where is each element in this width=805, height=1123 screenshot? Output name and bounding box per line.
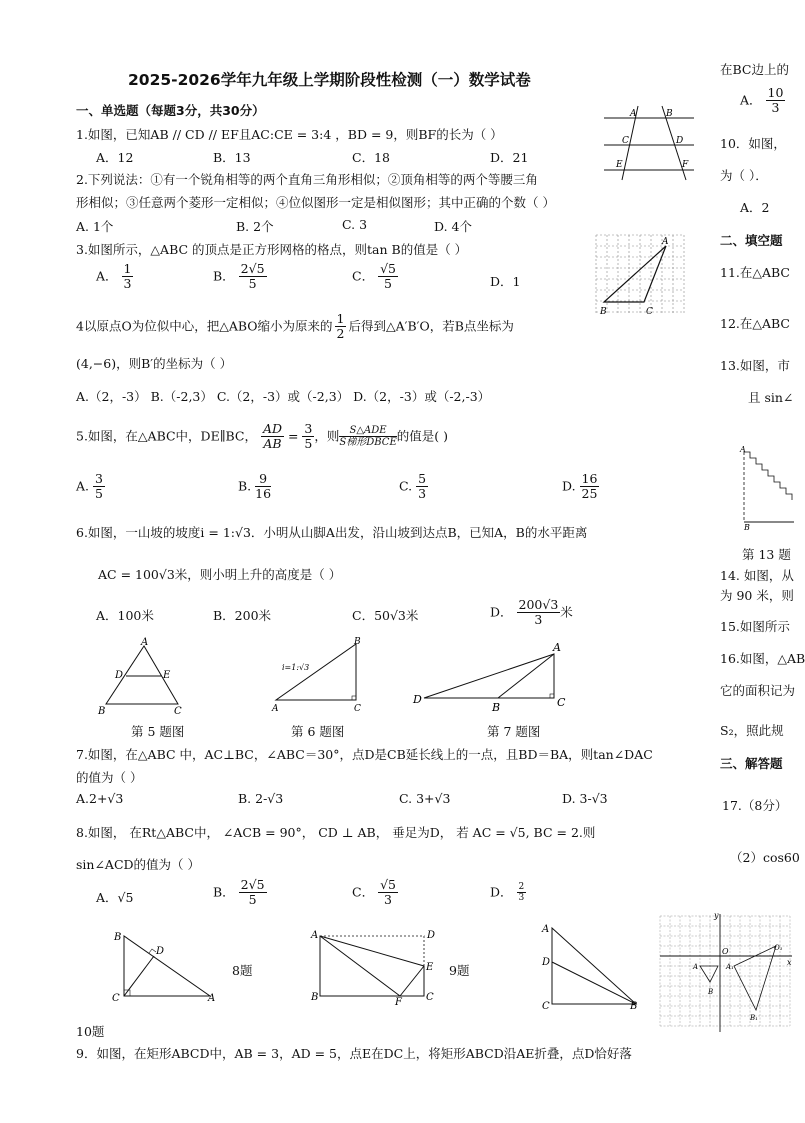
q5-a-den: 5 <box>95 486 103 502</box>
fig5-label-d: D <box>115 670 124 681</box>
right-r2-den: 3 <box>771 100 780 116</box>
q8-c-num: √5 <box>380 877 396 892</box>
q5-b-den: 16 <box>255 486 272 502</box>
fig10-label-a: A <box>542 924 550 935</box>
q4-options[interactable]: A.（2，-3） B.（-2,3） C.（2，-3）或（-2,3） D.（2，-3）或（-2,-3） <box>76 389 491 404</box>
q5-f1-num: AD <box>262 421 282 436</box>
fig7-label-a: A <box>553 641 561 654</box>
q4-text-b: 后得到△A′B′O，若B点坐标为 <box>348 318 514 334</box>
fig8-label-b: B <box>114 932 122 943</box>
q5-text-a: 5.如图，在△ABC中，DE∥BC， <box>76 428 257 444</box>
q1-option-b[interactable]: B．13 <box>213 150 251 165</box>
q5-c-den: 3 <box>418 486 427 502</box>
caption-q8-figure: 8题 <box>232 963 253 978</box>
fig9-label-a: A <box>311 930 319 941</box>
fig1-label-f: F <box>682 160 689 170</box>
q5-f1-den: AB <box>263 436 282 452</box>
grid-label-x: x <box>787 958 792 967</box>
fig5-label-c: C <box>174 706 182 717</box>
q5-option-b[interactable] <box>238 472 271 502</box>
question-3-text: 3.如图所示，△ABC 的顶点是正方形网格的格点，则tan B的值是（ ） <box>76 242 468 257</box>
right-col-r4: 为（ ）． <box>720 168 768 183</box>
fig9-label-d: D <box>427 930 436 941</box>
page-title: 2025-2026学年九年级上学期阶段性检测（一）数学试卷 <box>128 71 531 89</box>
right-col-r3: 10．如图， <box>720 136 786 151</box>
q4-half-den: 2 <box>336 326 345 342</box>
q3-option-a[interactable] <box>96 262 133 292</box>
question-4-line2: (4,−6)，则B′的坐标为（ ） <box>76 356 233 371</box>
right-col-r12: 15.如图所示 <box>720 619 790 634</box>
grid-label-y: y <box>714 911 719 920</box>
q8-b-num: 2√5 <box>240 877 265 892</box>
q3-b-num: 2√5 <box>240 261 265 276</box>
q8-b-label: B． <box>213 884 235 900</box>
grid-label-a1: A₁ <box>726 963 734 971</box>
q2-option-d[interactable]: D. 4个 <box>434 219 472 234</box>
q5-b-num: 9 <box>255 472 271 487</box>
q3-option-a-label: A． <box>96 268 118 284</box>
q5-f2-den: 5 <box>304 436 313 452</box>
q8-b-den: 5 <box>248 892 257 908</box>
q1-option-a[interactable]: A．12 <box>96 150 134 165</box>
q6-option-a[interactable]: A．100米 <box>96 608 154 623</box>
q3-grid-triangle-figure <box>592 232 688 322</box>
q6-d-den: 3 <box>534 612 543 628</box>
fig7-label-b: B <box>492 701 501 714</box>
question-5-text <box>76 422 448 452</box>
fig7-label-d: D <box>413 693 422 706</box>
fig10-label-c: C <box>542 1001 550 1012</box>
q7-option-d[interactable]: D. 3-√3 <box>562 791 608 806</box>
q6-option-c[interactable]: C．50√3米 <box>352 608 419 623</box>
right-col-r14: 它的面积记为 <box>720 683 796 698</box>
fig5-label-e: E <box>163 670 171 681</box>
caption-q9-figure: 9题 <box>449 963 470 978</box>
q1-option-d[interactable]: D．21 <box>490 150 529 165</box>
section-heading-single-choice: 一、单选题（每题3分，共30分） <box>76 103 265 118</box>
question-7-line2: 的值为（ ） <box>76 770 143 785</box>
fig6-label-b: B <box>354 637 361 647</box>
q3-a-num: 1 <box>123 261 132 276</box>
q3-option-b[interactable] <box>213 262 267 292</box>
q8-option-b[interactable] <box>213 878 267 908</box>
q8-option-a[interactable]: A．√5 <box>96 890 134 905</box>
right-col-r7: 12.在△ABC <box>720 316 791 331</box>
figure-q5-triangle <box>92 636 192 716</box>
q6-d-label: D． <box>490 604 513 620</box>
q5-c-num: 5 <box>418 471 427 486</box>
fig9-label-e: E <box>426 962 434 973</box>
right-section-fill-blank: 二、填空题 <box>720 233 783 248</box>
figure-q7-triangle <box>410 636 580 716</box>
fig1-label-e: E <box>616 160 623 170</box>
fig1-label-d: D <box>676 136 684 146</box>
right-col-r5: A．2 <box>740 200 770 215</box>
q8-c-den: 3 <box>384 892 392 908</box>
fig9-label-f: F <box>395 997 402 1008</box>
q8-c-label: C． <box>352 884 375 900</box>
q5-option-d[interactable] <box>562 472 599 502</box>
q5-a-num: 3 <box>95 471 103 486</box>
fig3-label-b: B <box>600 307 607 317</box>
q5-eq: = <box>284 428 303 444</box>
fig10-label-b: B <box>630 1001 638 1012</box>
q3-a-den: 3 <box>123 276 132 292</box>
q2-option-b[interactable]: B. 2个 <box>236 219 274 234</box>
q3-option-d[interactable]: D．1 <box>490 274 521 289</box>
q5-d-label: D. <box>562 478 576 494</box>
q8-d-num: 2 <box>518 882 525 892</box>
fig3-label-a: A <box>662 237 669 247</box>
right-r2-num: 10 <box>767 85 784 100</box>
q7-option-a[interactable]: A.2+√3 <box>76 791 124 806</box>
right-col-r6: 11.在△ABC <box>720 265 791 280</box>
fig8-label-c: C <box>112 993 120 1004</box>
right-col-r16: 17.（8分） <box>722 798 788 813</box>
question-2-line2: 形相似；③任意两个菱形一定相似；④位似图形一定是相似图形；其中正确的个数（ ） <box>76 195 555 210</box>
right-col-r8: 13.如图，市 <box>720 358 790 373</box>
q8-d-den: 3 <box>518 893 525 904</box>
question-8-line2: sin∠ACD的值为（ ） <box>76 857 201 872</box>
q6-d-num: 200√3 <box>518 597 559 612</box>
q5-option-c[interactable] <box>399 472 428 502</box>
q8-d-label: D． <box>490 884 513 900</box>
question-9-line1: 9．如图，在矩形ABCD中，AB = 3，AD = 5，点E在DC上，将矩形ABCD沿AE折叠，点D恰好落 <box>76 1046 632 1061</box>
fig8-label-d: D <box>156 946 165 957</box>
q4-text-a: 4以原点O为位似中心，把△ABO缩小为原来的 <box>76 318 333 334</box>
fig6-label-a: A <box>272 704 279 714</box>
q5-text-b: ，则 <box>314 428 340 444</box>
caption-q6-figure: 第 6 题图 <box>291 724 345 739</box>
q2-option-a[interactable]: A. 1个 <box>76 219 114 234</box>
right-col-r1: 在BC边上的 <box>720 62 789 77</box>
q5-f3-num: S△ADE <box>339 425 396 438</box>
right-r2-label: A． <box>740 92 762 108</box>
q6-option-b[interactable]: B．200米 <box>213 608 272 623</box>
question-1-text: 1.如图，已知AB // CD // EF且AC:CE = 3:4 ，BD = 9，则BF的长为（ ） <box>76 127 503 142</box>
q5-d-num: 16 <box>581 471 598 486</box>
right-col-r15: S₂，照此规 <box>720 723 784 738</box>
q3-option-b-label: B． <box>213 268 235 284</box>
q5-b-label: B. <box>238 478 252 494</box>
q3-option-c[interactable] <box>352 262 398 292</box>
q8-option-d[interactable] <box>490 882 526 904</box>
grid-label-o1: O₁ <box>774 944 783 952</box>
right-col-r10: 14. 如图，从 <box>720 568 794 583</box>
fig9-label-c: C <box>426 992 434 1003</box>
figure-q9-rectangle-fold <box>308 926 440 1008</box>
figure-q6-slope <box>268 636 368 716</box>
right-col-r13: 16.如图，△AB <box>720 651 805 666</box>
caption-q7-figure: 第 7 题图 <box>487 724 541 739</box>
fig1-label-c: C <box>622 136 629 146</box>
q8-option-c[interactable] <box>352 878 398 908</box>
q4-half-num: 1 <box>336 311 345 326</box>
figure-q10-triangle <box>538 920 648 1012</box>
q3-c-den: 5 <box>384 276 392 292</box>
q5-a-label: A. <box>76 478 90 494</box>
right-section-solve: 三、解答题 <box>720 756 783 771</box>
figure-q13-stairs <box>728 444 794 530</box>
question-7-line1: 7.如图，在△ABC 中，AC⊥BC，∠ABC＝30°，点D是CB延长线上的一点，且BD＝BA，则tan∠DAC <box>76 747 653 762</box>
right-col-r2 <box>740 86 785 116</box>
caption-q13-figure: 第 13 题 <box>742 547 791 562</box>
fig6-label-c: C <box>354 704 361 714</box>
caption-q10-figure: 10题 <box>76 1024 105 1039</box>
grid-label-o: O <box>722 947 729 956</box>
question-4-line1 <box>76 312 514 342</box>
figure-q8-right-triangle <box>110 926 222 1004</box>
fig10-label-d: D <box>542 957 551 968</box>
q7-option-c[interactable]: C. 3+√3 <box>399 791 451 806</box>
q1-parallel-lines-figure <box>600 104 700 182</box>
q5-f2-num: 3 <box>304 421 313 436</box>
question-6-line2: AC = 100√3米，则小明上升的高度是（ ） <box>98 567 342 582</box>
q5-f3-den: S梯形DBCE <box>339 437 397 449</box>
fig3-label-c: C <box>646 307 653 317</box>
q3-option-c-label: C． <box>352 268 375 284</box>
q7-option-b[interactable]: B. 2-√3 <box>238 791 284 806</box>
q2-option-c[interactable]: C. 3 <box>342 217 368 232</box>
q3-b-den: 5 <box>248 276 257 292</box>
right-col-r9: 且 sin∠ <box>748 390 794 405</box>
q3-c-num: √5 <box>380 261 396 276</box>
fig8-label-a: A <box>208 993 216 1004</box>
fig13-label-b: B <box>744 523 750 532</box>
fig5-label-b: B <box>98 706 106 717</box>
fig5-label-a: A <box>141 637 149 648</box>
question-8-line1: 8.如图， 在Rt△ABC中， ∠ACB = 90°， CD ⊥ AB， 垂足为D， 若 AC = √5, BC = 2.则 <box>76 825 596 840</box>
question-6-line1: 6.如图，一山坡的坡度i = 1:√3．小明从山脚A出发，沿山坡到达点B，已知A，B的水平距离 <box>76 525 588 540</box>
right-col-r17: （2）cos60 <box>730 850 800 865</box>
q5-option-a[interactable] <box>76 472 105 502</box>
fig7-label-c: C <box>557 696 566 709</box>
q5-c-label: C. <box>399 478 413 494</box>
right-col-r11: 为 90 米，则 <box>720 588 794 603</box>
q5-d-den: 25 <box>581 486 598 502</box>
q1-option-c[interactable]: C．18 <box>352 150 390 165</box>
caption-q5-figure: 第 5 题图 <box>131 724 185 739</box>
grid-label-b1: B₁ <box>750 1014 758 1022</box>
fig13-label-a: A <box>740 445 746 454</box>
q6-d-unit: 米 <box>560 604 573 620</box>
figure-coordinate-grid <box>656 910 794 1034</box>
grid-label-a: A <box>693 963 699 971</box>
q6-option-d[interactable] <box>490 598 573 628</box>
fig1-label-a: A <box>630 109 637 119</box>
fig1-label-b: B <box>666 109 673 119</box>
fig6-slope-label: i=1:√3 <box>282 663 310 672</box>
q5-text-c: 的值是( ) <box>396 428 448 444</box>
question-2-line1: 2.下列说法：①有一个锐角相等的两个直角三角形相似；②顶角相等的两个等腰三角 <box>76 172 538 187</box>
grid-label-b: B <box>708 988 714 996</box>
fig9-label-b: B <box>311 992 319 1003</box>
